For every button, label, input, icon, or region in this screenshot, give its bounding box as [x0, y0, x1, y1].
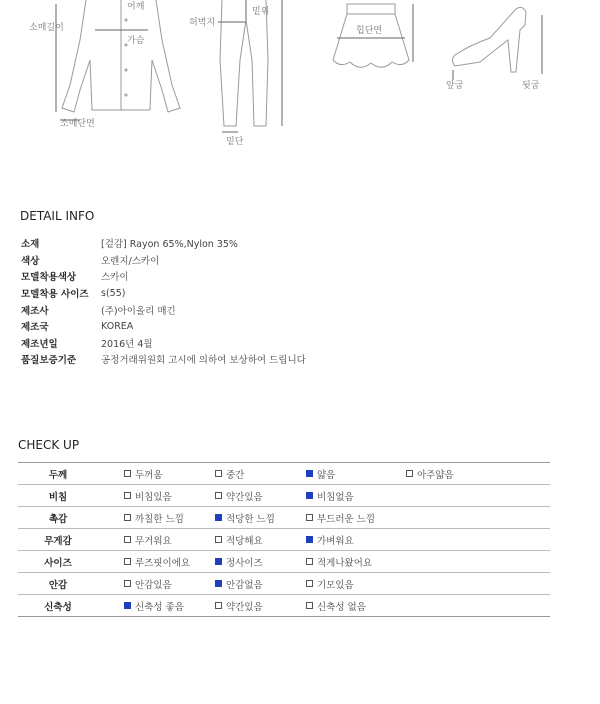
check-row: [18, 573, 550, 595]
check-option-label: 정사이즈: [226, 557, 263, 569]
detail-label: 소재: [21, 239, 40, 251]
check-option[interactable]: [406, 463, 454, 484]
check-option[interactable]: [215, 485, 263, 506]
check-row: [18, 529, 550, 551]
check-option[interactable]: [306, 551, 372, 572]
unchecked-box-icon: [124, 558, 131, 565]
check-option[interactable]: [306, 485, 354, 506]
detail-row: [21, 285, 306, 302]
detail-row: [21, 335, 306, 352]
detail-value: (주)아이올리 매긴: [101, 305, 176, 317]
check-row: [18, 463, 550, 485]
detail-info-table: [21, 235, 306, 368]
check-option[interactable]: [124, 529, 172, 550]
check-option-label: 가벼워요: [317, 535, 354, 547]
unchecked-box-icon: [215, 470, 222, 477]
check-option-label: 얇음: [317, 469, 336, 481]
check-up-table: [18, 462, 550, 617]
check-option[interactable]: [215, 551, 263, 572]
detail-label: 제조년일: [21, 338, 58, 350]
unchecked-box-icon: [124, 514, 131, 521]
check-label: 신축성: [44, 601, 72, 613]
check-option-label: 중간: [226, 469, 245, 481]
unchecked-box-icon: [406, 470, 413, 477]
shoe-diagram: [453, 7, 543, 80]
check-option[interactable]: [215, 507, 275, 528]
label-sleeve-length: 소매길이: [29, 23, 64, 33]
check-option[interactable]: [306, 507, 375, 528]
unchecked-box-icon: [215, 536, 222, 543]
check-option-label: 약간있음: [226, 601, 263, 613]
check-label: 두께: [48, 469, 68, 481]
detail-value: s(55): [101, 287, 126, 299]
detail-label: 제조사: [21, 305, 49, 317]
label-hip: 힙단면: [356, 26, 383, 36]
check-option-label: 무거워요: [135, 535, 172, 547]
check-option[interactable]: [124, 551, 190, 572]
unchecked-box-icon: [306, 558, 313, 565]
shirt-diagram: [56, 0, 180, 120]
label-chest: 가슴: [127, 36, 145, 46]
check-option-label: 두꺼움: [135, 469, 163, 481]
check-option-label: 비침있음: [135, 491, 172, 503]
check-option[interactable]: [124, 463, 163, 484]
detail-row: [21, 235, 306, 252]
label-back-heel: 뒷굽: [522, 81, 540, 91]
check-row: [18, 507, 550, 529]
unchecked-box-icon: [306, 514, 313, 521]
checked-box-icon: [306, 470, 313, 477]
check-option-label: 비침없음: [317, 491, 354, 503]
label-shoulder: 어깨: [127, 2, 145, 12]
detail-info-title: DETAIL INFO: [20, 209, 95, 223]
check-label: 안감: [48, 579, 68, 591]
check-option[interactable]: [215, 529, 263, 550]
check-option-label: 기모있음: [317, 579, 354, 591]
check-option[interactable]: [306, 573, 354, 594]
detail-row: [21, 301, 306, 318]
detail-row: [21, 252, 306, 269]
check-option-label: 신축성 좋음: [135, 601, 184, 613]
check-option[interactable]: [306, 529, 354, 550]
detail-row: [21, 351, 306, 368]
unchecked-box-icon: [124, 536, 131, 543]
check-option-label: 안감있음: [135, 579, 172, 591]
label-hem: 밑단: [226, 137, 244, 147]
detail-label: 모델착용 사이즈: [21, 289, 89, 301]
check-option-label: 적게나왔어요: [317, 557, 373, 569]
check-option[interactable]: [124, 573, 172, 594]
check-option-label: 안감없음: [226, 579, 263, 591]
detail-label: 색상: [21, 255, 40, 267]
check-option-label: 적당한 느낌: [226, 513, 275, 525]
checked-box-icon: [306, 536, 313, 543]
check-label: 비침: [48, 491, 68, 503]
label-front-heel: 앞굽: [446, 81, 464, 91]
check-label: 촉감: [48, 513, 68, 525]
label-thigh: 허벅지: [189, 18, 216, 28]
check-option[interactable]: [215, 595, 263, 616]
check-option[interactable]: [124, 507, 184, 528]
label-rise: 밑위: [252, 7, 270, 17]
unchecked-box-icon: [124, 492, 131, 499]
checked-box-icon: [215, 580, 222, 587]
unchecked-box-icon: [306, 580, 313, 587]
detail-value: 오렌지/스카이: [101, 255, 160, 267]
detail-label: 제조국: [21, 322, 49, 334]
check-label: 사이즈: [44, 557, 72, 569]
check-option-label: 부드러운 느낌: [317, 513, 376, 525]
detail-value: [겉감] Rayon 65%,Nylon 35%: [101, 239, 238, 251]
check-option[interactable]: [306, 463, 335, 484]
detail-value: 2016년 4월: [101, 338, 153, 350]
check-row: [18, 485, 550, 507]
check-label: 무게감: [44, 535, 72, 547]
measurement-illustrations: [0, 0, 600, 160]
unchecked-box-icon: [124, 470, 131, 477]
detail-value: KOREA: [101, 320, 134, 332]
unchecked-box-icon: [215, 602, 222, 609]
unchecked-box-icon: [215, 492, 222, 499]
check-option[interactable]: [124, 595, 184, 616]
detail-label: 품질보증기준: [21, 355, 77, 367]
detail-value: 공정거래위원회 고시에 의하여 보상하여 드립니다: [101, 355, 306, 367]
check-row: [18, 551, 550, 573]
check-option-label: 적당해요: [226, 535, 263, 547]
detail-value: 스카이: [101, 272, 129, 284]
check-option[interactable]: [215, 463, 244, 484]
checked-box-icon: [215, 558, 222, 565]
check-option[interactable]: [124, 485, 172, 506]
label-sleeve-opening: 소매단면: [60, 119, 95, 129]
check-option-label: 아주얇음: [417, 469, 454, 481]
check-option-label: 약간있음: [226, 491, 263, 503]
check-option[interactable]: [306, 595, 366, 616]
check-option-label: 루즈핏이에요: [135, 557, 191, 569]
detail-row: [21, 318, 306, 335]
pants-diagram: [218, 0, 282, 132]
garment-diagrams: [0, 0, 600, 160]
check-option-label: 까칠한 느낌: [135, 513, 184, 525]
check-option-label: 신축성 없음: [317, 601, 366, 613]
checked-box-icon: [215, 514, 222, 521]
unchecked-box-icon: [306, 602, 313, 609]
checked-box-icon: [306, 492, 313, 499]
check-row: [18, 595, 550, 617]
unchecked-box-icon: [124, 580, 131, 587]
check-up-title: CHECK UP: [18, 438, 80, 452]
check-option[interactable]: [215, 573, 263, 594]
detail-label: 모델착용색상: [21, 272, 77, 284]
checked-box-icon: [124, 602, 131, 609]
detail-row: [21, 268, 306, 285]
